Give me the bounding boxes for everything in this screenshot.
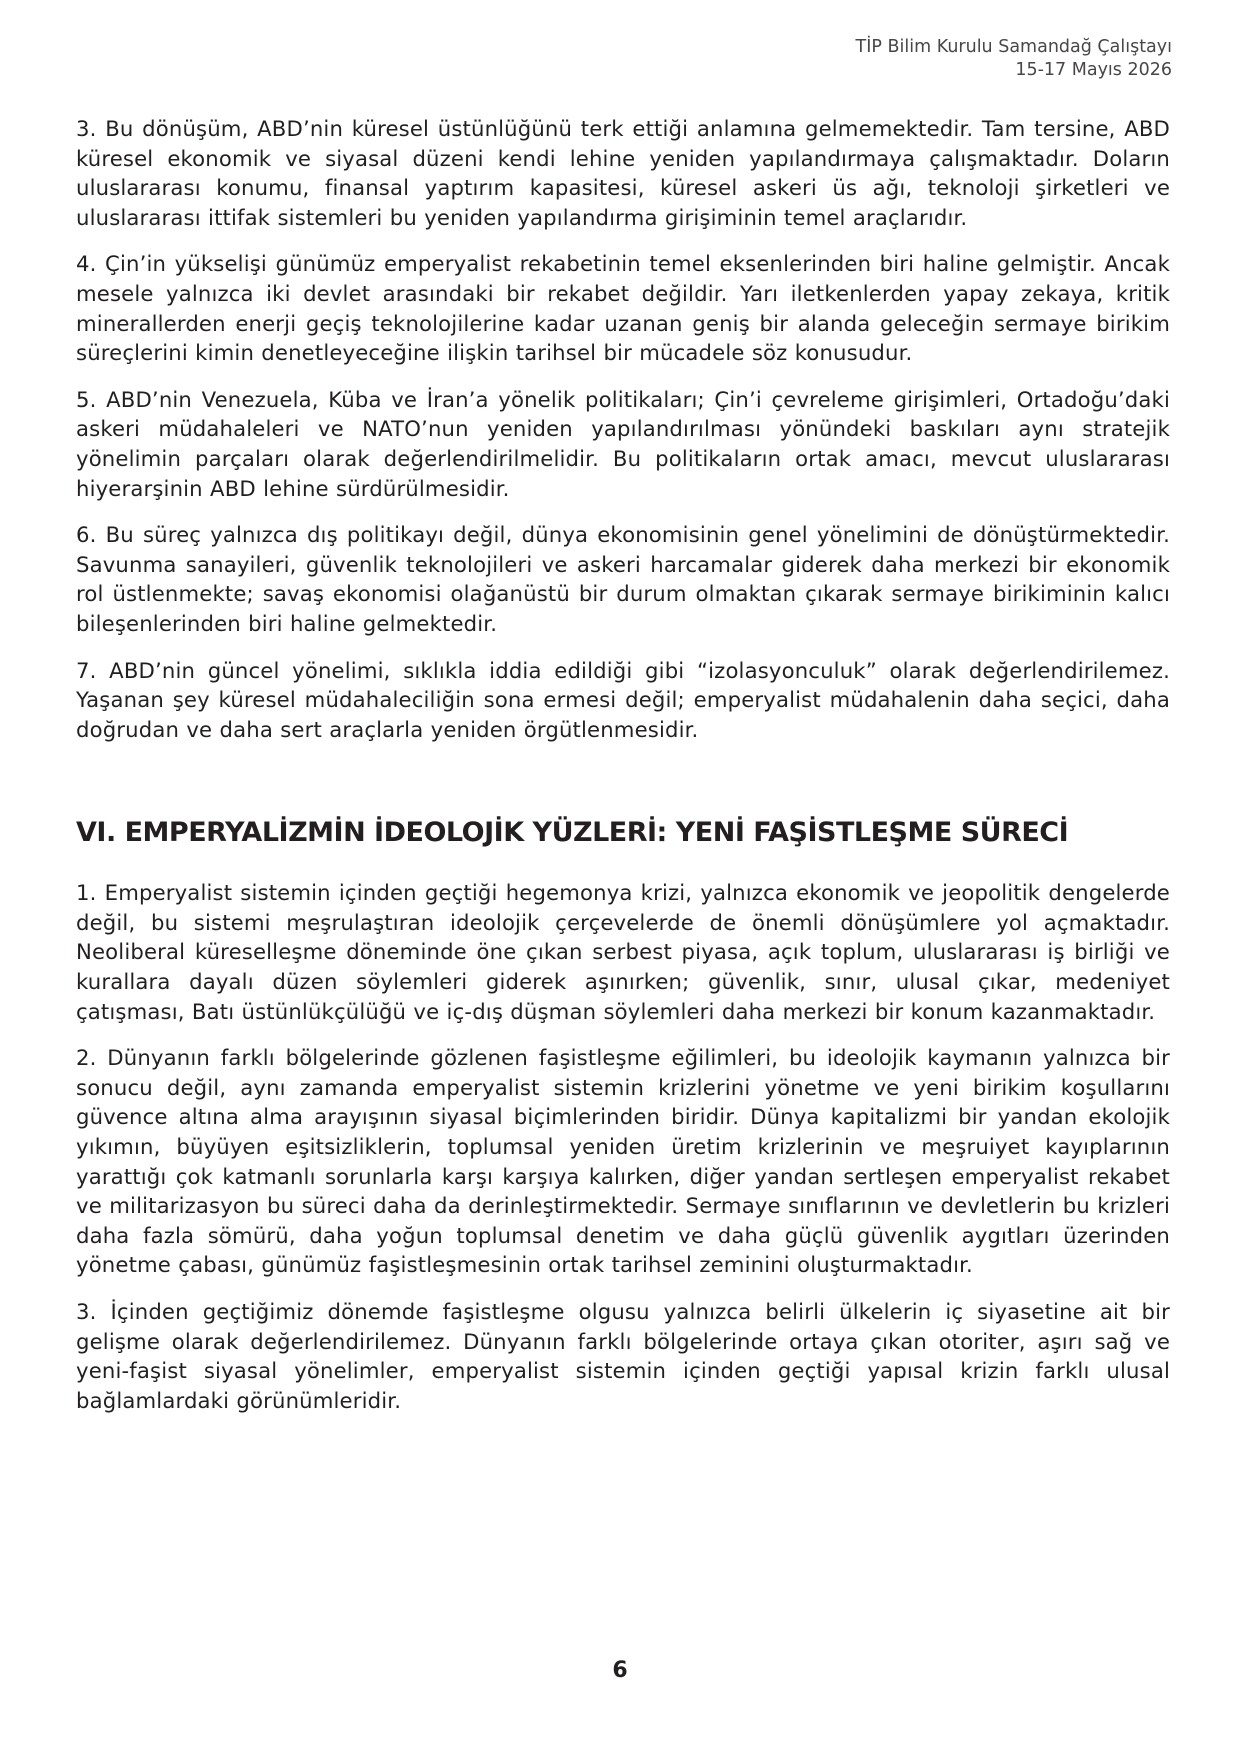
paragraph: 4. Çin’in yükselişi günümüz emperyalist rekabetinin temel eksenlerinden biri haline gelmiştir. Ancak mesele yalnızca iki devlet arasındaki bir rekabet değildir. Yarı iletkenlerden yapay zekaya, kritik minerallerden enerji geçiş teknolojilerine kadar uzanan geniş bir alanda geleceğin sermaye birikim süreçlerini kimin denetleyeceğine ilişkin tarihsel bir mücadele söz konusudur. <box>76 251 1170 366</box>
paragraph: 5. ABD’nin Venezuela, Küba ve İran’a yönelik politikaları; Çin’i çevreleme girişimleri, Ortadoğu’daki askeri müdahaleleri ve NATO’nun yeniden yapılandırılması yönündeki baskıları aynı stratejik yönelimin parçaları olarak değerlendirilmelidir. Bu politikaların ortak amacı, mevcut uluslararası hiyerarşinin ABD lehine sürdürülmesidir. <box>76 386 1170 501</box>
paragraph: 6. Bu süreç yalnızca dış politikayı değil, dünya ekonomisinin genel yönelimini de dönüştürmektedir. Savunma sanayileri, güvenlik teknolojileri ve askeri harcamalar giderek daha merkezi bir ekonomik rol üstlenmekte; savaş ekonomisi olağanüstü bir durum olmaktan çıkarak sermaye birikiminin kalıcı bileşenlerinden biri haline gelmektedir. <box>76 522 1170 636</box>
section-heading: VI. EMPERYALİZMİN İDEOLOJİK YÜZLERİ: YENİ FAŞİSTLEŞME SÜRECİ <box>76 817 1069 849</box>
paragraph: 2. Dünyanın farklı bölgelerinde gözlenen faşistleşme eğilimleri, bu ideolojik kaymanın yalnızca bir sonucu değil, aynı zamanda emperyalist sistemin krizlerini yönetme ve yeni birikim koşullarını güvence altına alma arayışının siyasal biçimlerinden biridir. Dünya kapitalizmi bir yandan ekolojik yıkımın, büyüyen eşitsizliklerin, toplumsal yeniden üretim krizlerinin ve meşruiyet kayıplarının yarattığı çok katmanlı sorunlarla karşı karşıya kalırken, diğer yandan sertleşen emperyalist rekabet ve militarizasyon bu süreci daha da derinleştirmektedir. Sermaye sınıflarının ve devletlerin bu krizleri daha fazla sömürü, daha yoğun toplumsal denetim ve daha güçlü güvenlik aygıtları üzerinden yönetme çabası, günümüz faşistleşmesinin ortak tarihsel zeminini oluşturmaktadır. <box>76 1045 1170 1278</box>
document-body <box>76 114 1170 1415</box>
header-date: 15-17 Mayıs 2026 <box>1015 60 1172 80</box>
header-title: TİP Bilim Kurulu Samandağ Çalıştayı <box>855 37 1172 57</box>
paragraph: 3. İçinden geçtiğimiz dönemde faşistleşme olgusu yalnızca belirli ülkelerin iç siyasetine ait bir gelişme olarak değerlendirilemez. Dünyanın farklı bölgelerinde ortaya çıkan otoriter, aşırı sağ ve yeni-faşist siyasal yönelimler, emperyalist sistemin içinden geçtiği yapısal krizin farklı ulusal bağlamlardaki görünümleridir. <box>76 1299 1170 1413</box>
page-header <box>856 36 1172 82</box>
page-number: 6 <box>612 1658 628 1683</box>
paragraph: 1. Emperyalist sistemin içinden geçtiği hegemonya krizi, yalnızca ekonomik ve jeopolitik dengelerde değil, bu sistemi meşrulaştıran ideolojik çerçevelerde de önemli dönüşümlere yol açmaktadır. Neoliberal küreselleşme döneminde öne çıkan serbest piyasa, açık toplum, uluslararası iş birliği ve kurallara dayalı düzen söylemleri giderek aşınırken; güvenlik, sınır, ulusal çıkar, medeniyet çatışması, Batı üstünlükçülüğü ve iç-dış düşman söylemleri daha merkezi bir konum kazanmaktadır. <box>76 880 1170 1024</box>
paragraph: 7. ABD’nin güncel yönelimi, sıklıkla iddia edildiği gibi “izolasyonculuk” olarak değerlendirilemez. Yaşanan şey küresel müdahaleciliğin sona ermesi değil; emperyalist müdahalenin daha seçici, daha doğrudan ve daha sert araçlarla yeniden örgütlenmesidir. <box>76 657 1170 742</box>
paragraph: 3. Bu dönüşüm, ABD’nin küresel üstünlüğünü terk ettiği anlamına gelmemektedir. Tam tersine, ABD küresel ekonomik ve siyasal düzeni kendi lehine yeniden yapılandırmaya çalışmaktadır. Doların uluslararası konumu, finansal yaptırım kapasitesi, küresel askeri üs ağı, teknoloji şirketleri ve uluslararası ittifak sistemleri bu yeniden yapılandırma girişiminin temel araçlarıdır. <box>76 116 1170 230</box>
